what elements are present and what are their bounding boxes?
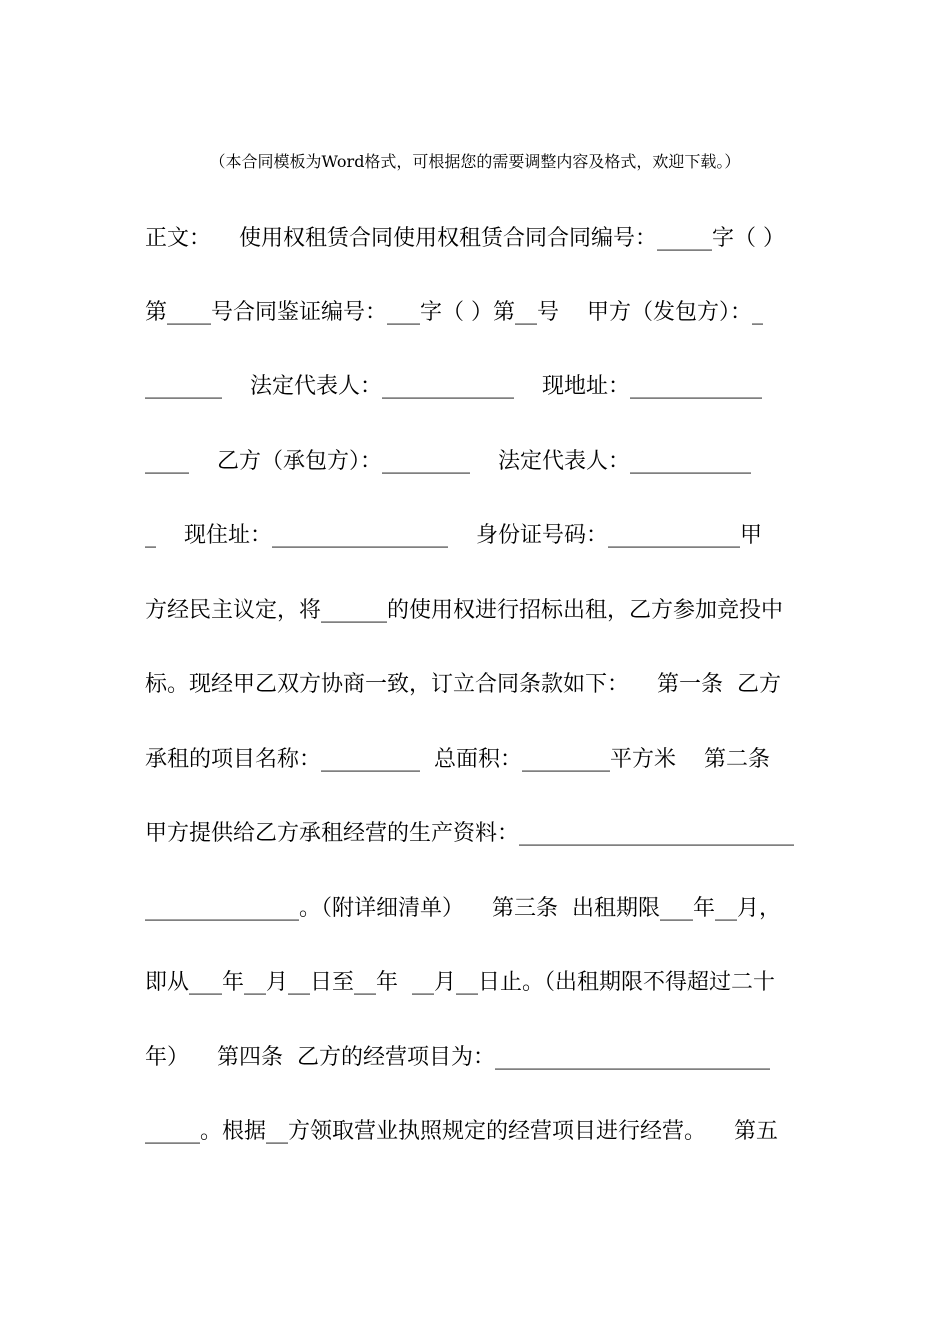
contract-text-line-11: 即从___年__月__日至__年 __月__日止。（出租期限不得超过二十 (145, 970, 775, 995)
contract-text-line-4: ____ 乙方（承包方）：________ 法定代表人：___________ (145, 449, 751, 474)
contract-text-line-2: 第____号合同鉴证编号：___字（ ）第__号 甲方（发包方）：_ (145, 300, 763, 325)
contract-text-line-10: ______________。（附详细清单） 第三条 出租期限___年__月， (145, 896, 781, 921)
contract-text-line-5: _ 现住址：________________ 身份证号码：____________甲 (145, 523, 762, 548)
contract-text-line-13: _____。根据__方领取营业执照规定的经营项目进行经营。 第五 (145, 1119, 778, 1144)
contract-text-line-3: _______ 法定代表人：____________ 现地址：____________ (145, 374, 762, 399)
contract-text-line-12: 年） 第四条 乙方的经营项目为：_________________________ (145, 1045, 770, 1070)
contract-text-line-8: 承租的项目名称：_________ 总面积：________平方米 第二条 (145, 747, 770, 772)
contract-text-line-7: 标。现经甲乙双方协商一致，订立合同条款如下： 第一条 乙方 (145, 672, 781, 697)
contract-text-line-6: 方经民主议定，将______的使用权进行招标出租，乙方参加竞投中 (145, 598, 784, 623)
contract-text-line-9: 甲方提供给乙方承租经营的生产资料：_________________________ (145, 821, 795, 846)
template-note: （本合同模板为Word格式，可根据您的需要调整内容及格式，欢迎下载。） (209, 152, 741, 171)
contract-text-line-1: 正文： 使用权租赁合同使用权租赁合同合同编号：_____字（ ） (145, 226, 785, 251)
